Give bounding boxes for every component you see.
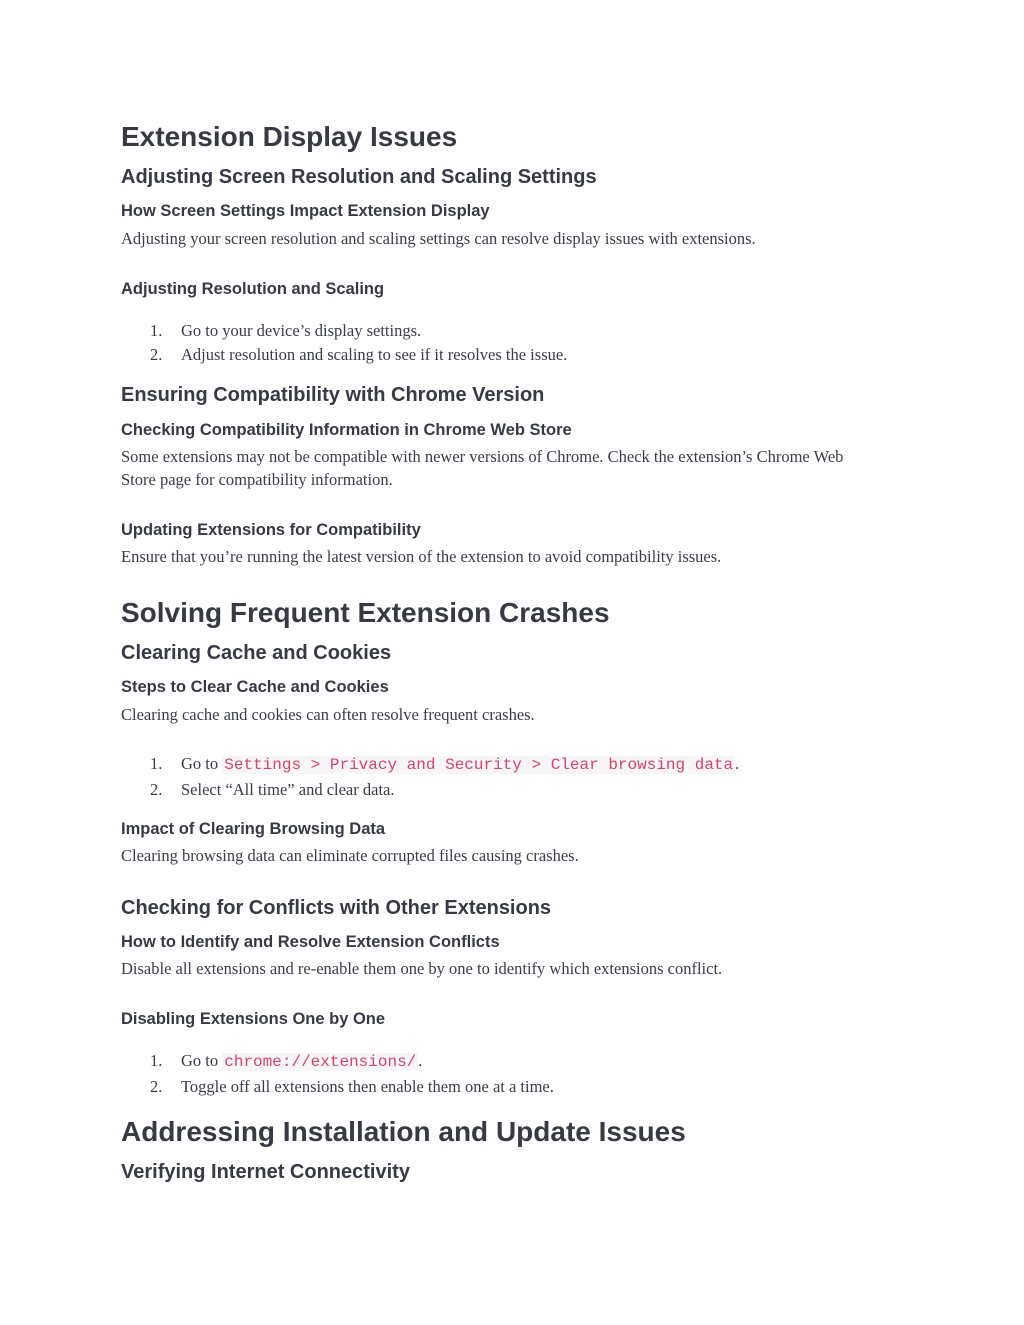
subsection-heading-clearing-cache: Clearing Cache and Cookies xyxy=(121,642,392,664)
paragraph-identify-conflicts: Disable all extensions and re-enable them one by one to identify which extensions conflict. xyxy=(121,959,723,978)
list-item: 1. Go to chrome://extensions/ . xyxy=(150,1051,423,1071)
section-heading-installation-update: Addressing Installation and Update Issues xyxy=(121,1116,686,1147)
settings-path-code: Settings > Privacy and Security > Clear browsing data xyxy=(224,756,734,774)
list-item: 2. Adjust resolution and scaling to see if it resolves the issue. xyxy=(150,344,568,364)
heading-adjusting-resolution: Adjusting Resolution and Scaling xyxy=(121,280,385,298)
section-heading-extension-crashes: Solving Frequent Extension Crashes xyxy=(121,597,610,628)
heading-steps-clear-cache: Steps to Clear Cache and Cookies xyxy=(121,678,389,696)
heading-identify-conflicts: How to Identify and Resolve Extension Conflicts xyxy=(121,933,500,951)
list-item: 2. Select “All time” and clear data. xyxy=(150,779,395,799)
heading-screen-settings-impact: How Screen Settings Impact Extension Display xyxy=(121,202,490,220)
paragraph-compatibility-info: Some extensions may not be compatible with newer versions of Chrome. Check the extension’s Chrome Web Store page for compatibility information. xyxy=(121,447,844,489)
subsection-heading-compatibility: Ensuring Compatibility with Chrome Version xyxy=(121,384,545,406)
heading-checking-compatibility: Checking Compatibility Information in Chrome Web Store xyxy=(121,421,572,439)
steps-list-clear-cache xyxy=(121,752,739,801)
steps-list-display-settings xyxy=(121,319,567,366)
subsection-heading-screen-resolution: Adjusting Screen Resolution and Scaling Settings xyxy=(121,166,597,188)
section-heading-extension-display: Extension Display Issues xyxy=(121,121,458,152)
subsection-heading-conflicts: Checking for Conflicts with Other Extensions xyxy=(121,897,552,919)
steps-list-disable-extensions xyxy=(121,1049,554,1098)
paragraph-screen-settings: Adjusting your screen resolution and scaling settings can resolve display issues with extensions. xyxy=(121,229,756,248)
list-item: 1. Go to your device’s display settings. xyxy=(150,321,422,340)
list-item: 2. Toggle off all extensions then enable them one at a time. xyxy=(150,1076,554,1096)
heading-disabling-extensions: Disabling Extensions One by One xyxy=(121,1010,386,1028)
heading-updating-extensions: Updating Extensions for Compatibility xyxy=(121,521,421,539)
paragraph-clearing-cache: Clearing cache and cookies can often resolve frequent crashes. xyxy=(121,705,535,724)
subsection-heading-internet-connectivity: Verifying Internet Connectivity xyxy=(121,1161,410,1183)
extensions-url-code: chrome://extensions/ xyxy=(224,1053,417,1071)
list-item: 1. Go to Settings > Privacy and Security > Clear browsing data . xyxy=(150,754,740,774)
paragraph-updating-extensions: Ensure that you’re running the latest version of the extension to avoid compatibility issues. xyxy=(121,547,722,566)
paragraph-impact-clearing-data: Clearing browsing data can eliminate corrupted files causing crashes. xyxy=(121,846,579,865)
heading-impact-clearing-data: Impact of Clearing Browsing Data xyxy=(121,820,386,838)
